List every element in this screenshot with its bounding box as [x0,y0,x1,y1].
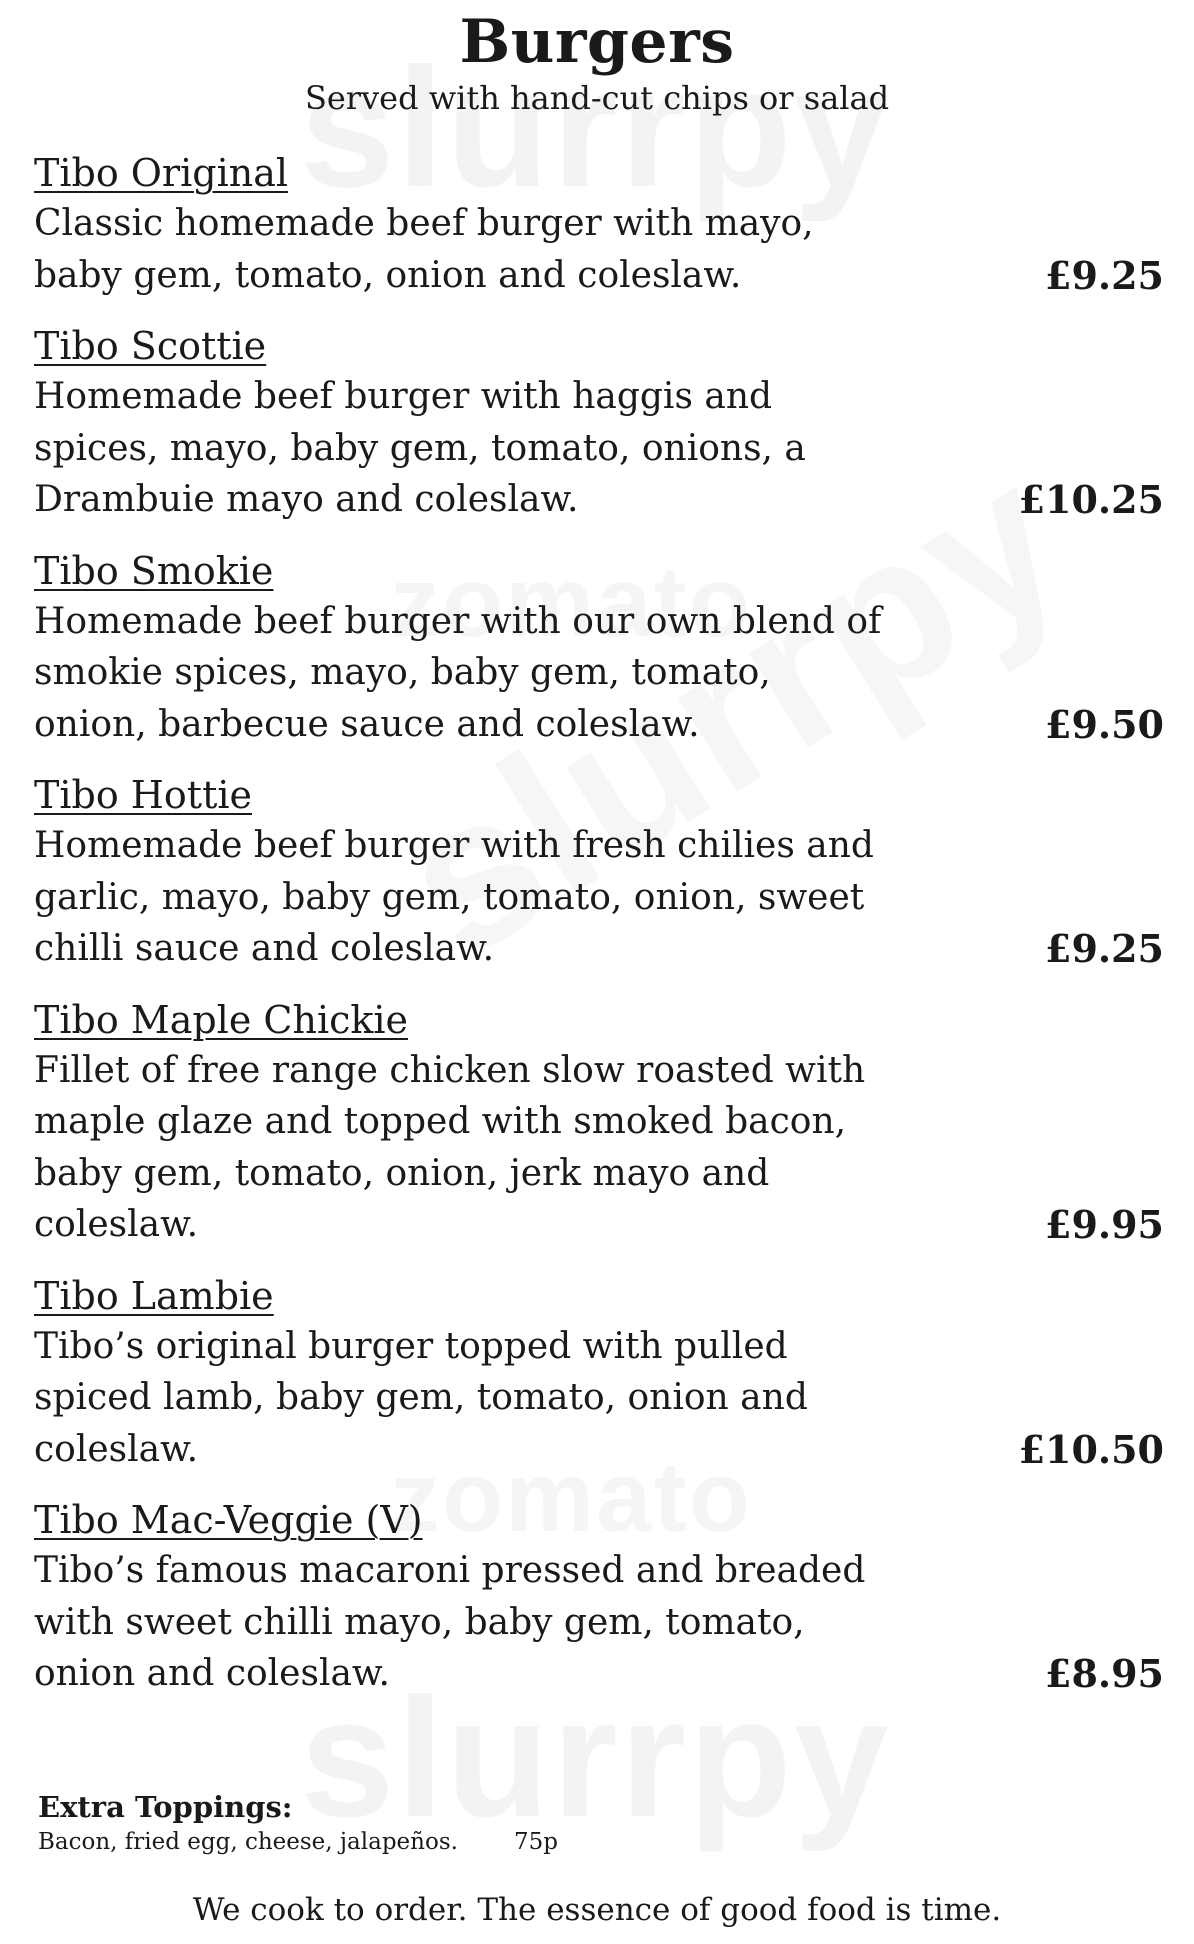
menu-item-price: £10.25 [1018,477,1164,522]
menu-item-name: Tibo Scottie [34,324,267,368]
menu-item-price: £9.50 [1045,701,1164,747]
menu-item-name: Tibo Smokie [34,548,274,593]
extra-toppings [38,1789,558,1859]
menu-item-name: Tibo Lambie [34,1273,274,1318]
extras-line [38,1825,558,1859]
menu-item-name: Tibo Mac-Veggie (V) [34,1498,423,1542]
menu-item-description: Homemade beef burger with our own blend of smokie spices, mayo, baby gem, tomato, onion, barbecue sauce and coleslaw. [34,600,882,745]
page-title: Burgers [459,7,735,77]
menu-item-name: Tibo Maple Chickie [34,997,409,1042]
menu-item [34,546,1164,751]
menu-item-list [34,148,1164,1720]
menu-item-description: Tibo’s famous macaroni pressed and breaded with sweet chilli mayo, baby gem, tomato, onion and coleslaw. [34,1550,866,1694]
menu-item-name: Tibo Original [34,151,289,195]
menu-item-description: Fillet of free range chicken slow roasted with maple glaze and topped with smoked bacon, baby gem, tomato, onion, jerk mayo and coleslaw. [34,1049,866,1245]
menu-item-price: £8.95 [1045,1651,1164,1696]
menu-item-price: £9.25 [1045,252,1164,298]
menu-item [34,995,1164,1251]
extras-heading: Extra Toppings: [38,1790,293,1824]
menu-item-description: Homemade beef burger with fresh chilies and garlic, mayo, baby gem, tomato, onion, sweet chilli sauce and coleslaw. [34,825,874,969]
menu-item-price: £9.25 [1045,926,1164,971]
extras-list: Bacon, fried egg, cheese, jalapeños. [38,1829,458,1855]
menu-header [0,0,1194,118]
menu-item-price: £10.50 [1018,1426,1164,1472]
menu-item-description: Tibo’s original burger topped with pulled spiced lamb, baby gem, tomato, onion and coleslaw. [34,1325,808,1470]
footer-note: We cook to order. The essence of good food is time. [192,1892,1002,1928]
menu-item-name: Tibo Hottie [34,773,252,817]
menu-item [34,148,1164,301]
menu-item [34,770,1164,975]
extras-price: 75p [513,1829,558,1855]
menu-item-description: Homemade beef burger with haggis and spices, mayo, baby gem, tomato, onions, a Drambuie mayo and coleslaw. [34,376,806,520]
menu-item [34,321,1164,526]
menu-item [34,1271,1164,1476]
page-subtitle: Served with hand-cut chips or salad [304,79,890,117]
menu-item-price: £9.95 [1045,1202,1164,1247]
menu-item-description: Classic homemade beef burger with mayo, baby gem, tomato, onion and coleslaw. [34,203,814,296]
menu-item [34,1495,1164,1700]
